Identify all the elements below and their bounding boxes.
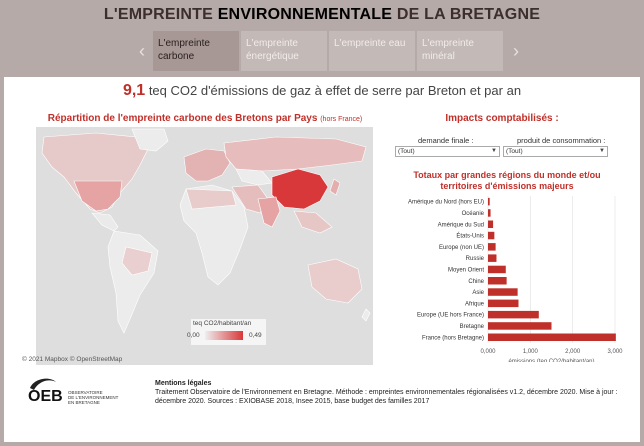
tab-label: carbone: [158, 51, 195, 62]
select-value: (Tout): [398, 148, 415, 155]
title-part: DE: [396, 6, 420, 23]
bar[interactable]: [488, 243, 496, 251]
chevron-down-icon: ▼: [491, 148, 497, 154]
map-credit[interactable]: © 2021 Mapbox © OpenStreetMap: [22, 356, 123, 363]
chevron-down-icon: ▼: [599, 148, 605, 154]
chevron-right-icon[interactable]: ›: [513, 40, 519, 61]
category-label: Moyen Orient: [447, 267, 484, 274]
tab-empreinte-eau[interactable]: [329, 31, 415, 71]
tab-label: L'empreinte eau: [334, 38, 406, 49]
category-label: Amérique du Sud: [437, 222, 484, 229]
filter-demande-select[interactable]: [395, 146, 500, 157]
headline-text: teq CO2 d'émissions de gaz à effet de serre par Breton et par an: [148, 83, 522, 98]
legend-gradient: [205, 331, 243, 340]
title-part: L'EMPREINTE: [103, 6, 214, 23]
logo-text: OEB: [28, 388, 63, 405]
legal-mentions: [155, 379, 625, 406]
tab-label: L'empreinte: [246, 38, 298, 49]
bar[interactable]: [488, 254, 496, 262]
chevron-left-icon[interactable]: ‹: [139, 40, 145, 61]
map-title-note: (hors France): [320, 116, 363, 123]
title-part: LA BRETAGNE: [424, 6, 541, 23]
bar[interactable]: [488, 288, 518, 296]
filter-produit-label: produit de consommation :: [517, 136, 606, 145]
headline-value: 9,1: [122, 82, 146, 99]
bar[interactable]: [488, 209, 491, 217]
category-label: Océanie: [461, 210, 484, 217]
oeb-logo: [24, 372, 124, 408]
bar-chart: [348, 192, 638, 362]
logo-subtitle: [68, 390, 118, 405]
tab-empreinte-energetique[interactable]: [241, 31, 327, 71]
x-tick-label: 0,000: [480, 348, 496, 355]
x-tick-label: 2,000: [565, 348, 581, 355]
logo-sub-line: OBSERVATOIRE: [68, 390, 103, 395]
category-label: États-Unis: [456, 233, 484, 240]
mentions-text: Traitement Observatoire de l'Environnement en Bretagne. Méthode : empreintes environnementales régionalisées v1.2, décembre 2020. Mise à jour : décembre 2020. Sources : EXIOBASE 2018, Insee 2015, base budget des familles 2017: [155, 389, 618, 405]
category-label: Russie: [465, 256, 484, 263]
bar[interactable]: [488, 232, 494, 240]
category-label: France (hors Bretagne): [421, 335, 484, 342]
tab-navigation: [131, 31, 527, 71]
category-label: Chine: [468, 278, 484, 285]
category-label: Europe (non UE): [438, 244, 484, 251]
tab-label: minéral: [422, 51, 455, 62]
tab-empreinte-mineral[interactable]: [417, 31, 503, 71]
chart-title: Totaux par grandes régions du monde et/ou territoires d'émissions majeurs: [413, 170, 601, 191]
map-title-text: Répartition de l'empreinte carbone des Bretons par Pays: [47, 113, 318, 124]
tab-label: L'empreinte: [158, 38, 210, 49]
bar-chart-svg: [348, 192, 638, 362]
page-title: [0, 6, 644, 24]
bar[interactable]: [488, 266, 506, 274]
logo-sub-line: EN BRETAGNE: [68, 400, 100, 405]
category-label: Asie: [472, 290, 484, 297]
tab-label: L'empreinte: [422, 38, 474, 49]
map-title: [40, 113, 370, 124]
category-label: Europe (UE hors France): [416, 312, 484, 319]
impacts-title: Impacts comptabilisés :: [445, 113, 559, 124]
header: [0, 0, 644, 77]
title-part-highlight: ENVIRONNEMENTALE: [217, 6, 393, 23]
bar[interactable]: [488, 277, 507, 285]
bar[interactable]: [488, 221, 493, 229]
legend-max: 0,49: [249, 332, 262, 339]
logo-sub-line: DE L'ENVIRONNEMENT: [68, 395, 119, 400]
legend-title: teq CO2/habitant/an: [193, 320, 252, 327]
category-label: Amérique du Nord (hors EU): [407, 199, 484, 206]
tab-empreinte-carbone[interactable]: [153, 31, 239, 71]
tab-label: énergétique: [246, 51, 299, 62]
category-label: Bretagne: [459, 323, 484, 330]
legend-min: 0,00: [187, 332, 200, 339]
select-value: (Tout): [506, 148, 523, 155]
x-axis-label: émissions (teq CO2/habitant/an): [508, 358, 595, 362]
category-label: Afrique: [464, 301, 484, 308]
filter-produit-select[interactable]: [503, 146, 608, 157]
x-tick-label: 1,000: [522, 348, 538, 355]
bar[interactable]: [488, 322, 552, 330]
headline: [4, 82, 640, 100]
x-tick-label: 3,000: [607, 348, 623, 355]
mentions-title: Mentions légales: [155, 380, 212, 387]
bar[interactable]: [488, 334, 616, 342]
filter-demande-label: demande finale :: [418, 136, 474, 145]
bar[interactable]: [488, 300, 518, 308]
bar[interactable]: [488, 311, 539, 319]
map-legend: [187, 319, 266, 345]
bar[interactable]: [488, 198, 490, 206]
